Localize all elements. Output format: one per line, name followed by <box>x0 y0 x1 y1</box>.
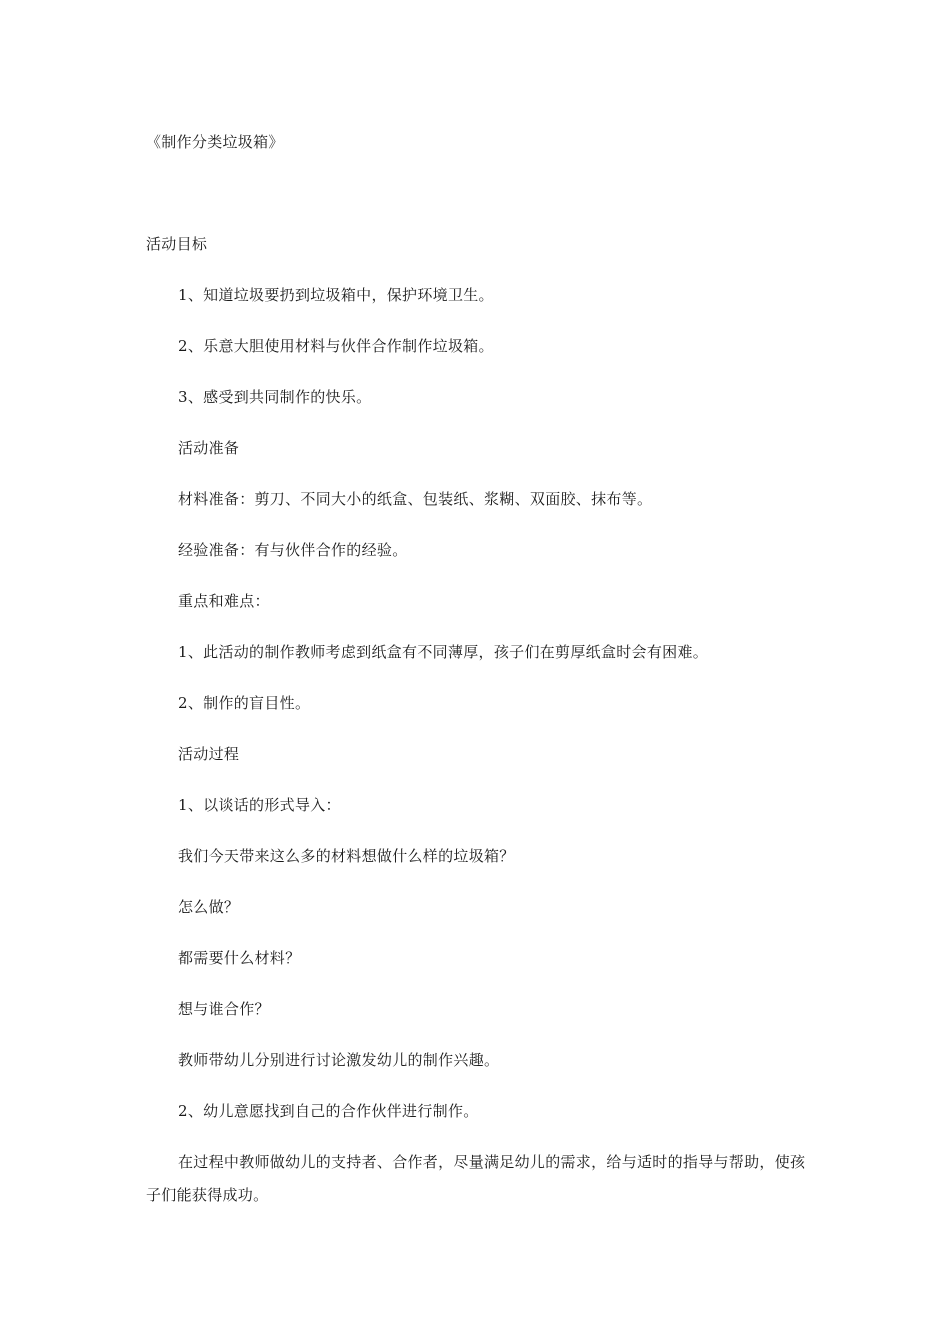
heading-key-points: 重点和难点： <box>178 592 270 610</box>
heading-activity-prep: 活动准备 <box>178 439 240 457</box>
key-point-1: 1、此活动的制作教师考虑到纸盒有不同薄厚，孩子们在剪厚纸盒时会有困难。 <box>178 643 709 661</box>
question-2: 怎么做？ <box>178 898 240 916</box>
question-1: 我们今天带来这么多的材料想做什么样的垃圾箱？ <box>178 847 515 865</box>
process-step-2: 2、幼儿意愿找到自己的合作伙伴进行制作。 <box>178 1102 479 1120</box>
question-3: 都需要什么材料？ <box>178 949 301 967</box>
goal-item-1: 1、知道垃圾要扔到垃圾箱中，保护环境卫生。 <box>178 286 494 304</box>
heading-activity-goals: 活动目标 <box>146 235 208 253</box>
key-point-2: 2、制作的盲目性。 <box>178 694 311 712</box>
teacher-line: 教师带幼儿分别进行讨论激发幼儿的制作兴趣。 <box>178 1051 500 1069</box>
goal-item-2: 2、乐意大胆使用材料与伙伴合作制作垃圾箱。 <box>178 337 494 355</box>
question-4: 想与谁合作？ <box>178 1000 270 1018</box>
process-step-1: 1、以谈话的形式导入： <box>178 796 341 814</box>
goal-item-3: 3、感受到共同制作的快乐。 <box>178 388 372 406</box>
prep-materials: 材料准备：剪刀、不同大小的纸盒、包装纸、浆糊、双面胶、抹布等。 <box>178 490 653 508</box>
closing-paragraph: 在过程中教师做幼儿的支持者、合作者，尽量满足幼儿的需求，给与适时的指导与帮助，使孩子们能获得成功。 <box>146 1153 806 1204</box>
prep-experience: 经验准备：有与伙伴合作的经验。 <box>178 541 408 559</box>
document-title: 《制作分类垃圾箱》 <box>146 133 284 151</box>
heading-activity-process: 活动过程 <box>178 745 240 763</box>
